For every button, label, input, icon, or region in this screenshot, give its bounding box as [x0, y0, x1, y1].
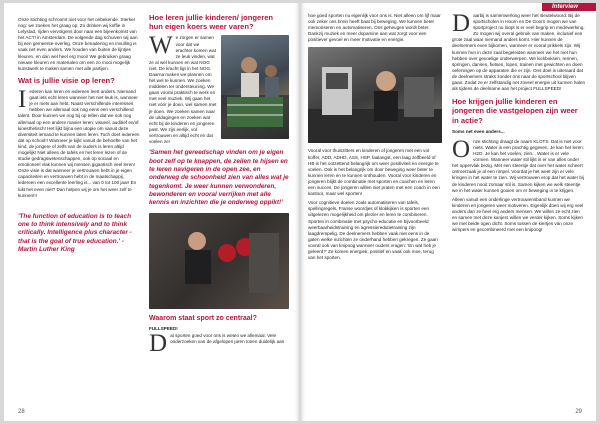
vertrouwen-paragraph: Alleen vanuit een onderlinge vertrouwensband kunnen we kinderen en jongeren weer motiveren. Eigenlijk doen wij erg veel anders dan ze heel erg anders mensen. We willen ze echt zien en samen met deze kanjers willen we verder kijken. Soms kijken we met beide ogen dicht. Soms tussen de kiertjes van onze wimpers en gecombineerd met een knipoog! — [452, 196, 584, 233]
klots-text: nze stichting draagt de naam KLOTS. Dat is niet voor niets. Water is een prachtig gegeven. Je kan het leren: H2O. Je kan het voelen, zien... Water is er vele vormen. Wanneer water stil lijkt is er van alles onder het oppervlak bezig. Met een steentje dat over het water scheert ontroerzaak je al een rimpel. Voordat je het weet zijn er vele kringen in het water te zien. Wij vertrouwen erop dat het water bij de kinderen nooit zomaar stil is. Samen kijken we welk steentje we in het water kunnen gooien om er beweging in te krijgen. — [452, 138, 585, 193]
intro-paragraph: Onze stichting schroomt niet voor het onbekende. Sterker nog: we zoeken het graag op. Zo drinken wij koffie in Lelystad, rijden vervolgens door naar een bijeenkomst van het ACT! in Amsterdam. De volgende dag schuiven wij aan bij een gemeente-overleg. Onze benadering en invulling is vaak net even anders. We houden van buiten de lijntjes kleuren, en dan wel heel erg mooi! We gebruiken graag nieuwe kleuren en materialen om een zo mooi mogelijk kunstwerk te maken samen met alle partijen. — [18, 17, 138, 71]
koers-text: e zorgen er samen voor dat we erachter komen wat ze leuk vinden, wat ze al wel kunnen en wat NOG niet. De kracht ligt in het NOG. Daarna maken we plannen om het wel te kunnen. We zoeken middelen ter ondersteuning. We gaan vooral praktisch te werk en met veel muziek. Wij gaan het niet vóór je doen, wel samen met je doen. We zoeken samen naar de uitdagingen en zoeken wat echt bij de kinderen en jongeren past. We zijn eerlijk, vol vertrouwen en altijd echt en dat voelen ze! — [149, 35, 217, 144]
left-column-2 — [149, 13, 289, 357]
samenwerking-text: aarbij is samenwerking weer het sleutelwoord. Bij de sportscholen in Hoorn en De Goorn mogen we van sportproject nu loopt is er veel begrip en medewerking. Zo mogen wij overal gebruik van maken, inclusief een grote zaal waar niemand anders komt. Hier kunnen de deelnemers even bijkomen, wanneer er vooral prikkels zijn. Wij kunnen hun in deze zaal begeleiden wanneer we het niet hun hebben over gevoelige onderwerpen. We kickboksen, rennen, springen, dansen, fietsen, lopen, trainen met gewichten en doen oefeningen op de apparaten die er zijn. Ons doel is uiteraard dat de deelnemers straks zonder ons naar de sportschool blijven gaan. Zodat ze er zelfstandig net zoveel energie uit kunnen halen als tijdens de deelname aan het project FULLSPEED! — [452, 13, 586, 92]
right-page — [300, 3, 596, 421]
right-column-1 — [308, 13, 442, 264]
koers-paragraph — [149, 32, 217, 145]
photo-kickboxing — [149, 213, 289, 309]
visie-heading: Wat is jullie visie op leren? — [18, 75, 115, 85]
visie-text: ederen kan leren en iedereen leert anders. Niemand gaat iets echt leren wanneer het niet leuk is, wanneer je er niets aan hebt. Naast verschillende interesses hebben we allemaal ook nog eens een verschillend talent. Door kunnen we nog bij op tellen dat we ook nog allemaal op een andere manier leren: visueel, auditief en/of kinesthetisch! Het lijkt bijna een utopie om vanuit deze diversiteit iemand te kunnen laten leren. Toch doet iedereen dat op school!! Wanneer je kijkt vanuit de behoefte van het kind, de jongere of zelfs van de ouders is leren altijd mogelijk! Niet alleen de tafels en het leren lezen of de studie gedragswetenschappen, ook op sociaal en emotioneel vlak kunnen wij mensen gigantisch veel leren! Onze visie is dat wanneer je vertrouwen hebt in je eigen capaciteiten en vertrouwen hebt in de maatschappij, iedereen een excellente leerling is... van 0 tot 100 jaar! En lukt het even niet? Dan helpen wij je om het weer zelf te kunnen!!! — [18, 89, 140, 198]
photo-table-soccer — [221, 35, 289, 139]
drop-cap-o: O — [452, 135, 471, 163]
koers-block — [149, 32, 289, 144]
right-column-2 — [452, 10, 586, 236]
drop-cap-d: D — [149, 329, 168, 357]
drop-cap-d2: D — [452, 10, 471, 37]
photo-gym — [308, 47, 442, 143]
thuiszitters-paragraph: Vooral voor thuiszitters en kinderen of jongeren met een vol koffer, ADD, ADHD, ASS, HSP, faalangst, een laag zelfbeeld of HB is het ontzettend belangrijk om weer positiviteit en energie te voelen. Ook is het belangrijk om door beweging weer beter te kunnen leren en te kunnen onthouden. Vooral voor kinderen en jongeren blijkt de combinatie met sporten en coachen en leren een succes. De jongeren willen niet praten met een coach in een kantoor, maar wel sporten! — [308, 148, 440, 197]
koers-heading: Hoe leren jullie kinderen/ jongeren hun eigen koers weer varen? — [149, 13, 274, 32]
mlk-quote: 'The function of education is to teach one to think intensively and to think critically. Intelligence plus character - that is the goal of true education.' - Martin Luther King — [18, 212, 132, 253]
samenwerking-paragraph — [452, 10, 586, 92]
sport-paragraph — [149, 329, 289, 357]
fullspeed-label: FULLSPEED! — [149, 325, 178, 331]
actie-heading: Hoe krijgen jullie kinderen en jongeren die vastgelopen zijn weer in actie? — [452, 97, 578, 125]
left-page — [4, 3, 300, 421]
left-column-1 — [18, 17, 140, 254]
sport-continued-paragraph: hoe goed sporten nu eigenlijk voor ons is. Niet alleen om lijf maar ook zeker ons brein heeft baat bij beweging. We kunnen beter memoriseren en automatiseren. Ons geheugen wordt beter. Dankzij muziek en meer dopamine aan wat zorgt voor een positiever gevoel en meer motivatie en energie. — [308, 13, 441, 43]
page-number-right: 29 — [575, 409, 582, 415]
drop-cap: I — [18, 86, 27, 114]
klots-paragraph — [452, 135, 586, 194]
cognitieve-paragraph: Voor cognitieve doelen zoals automatiseren van tafels, spellingregels, Franse woordjes of klokkijken is sporten een uitgelezen mogelijkheid om plezier en leren te combineren. Sporten in combinatie met psycho-educatie en bijvoorbeeld weerbaarheidstraining en agressieredutietraining zijn laagdrempelig. De deelnemers hebben vaak niet eens in de gaten welke inzichten ze onderhand hebben gekregen. Ze gaan vooral ook van knipoog wanneer ouders vragen: 'En wat heb je geleerd?' Ze komen energiek, positief en vaak ook moe, terug van het sporten. — [308, 200, 438, 261]
sport-heading: Waarom staat sport zo centraal? — [149, 315, 257, 323]
samen-quote: 'Samen het gereedschap vinden om je eigen boot zelf op te knappen, de zeilen te hijsen en te leren navigeren in de open zee, en onderweg de schoonheid zien van alles wat je tegenkomt. Je weer kunnen verwonderen, bewonderen en vooral verrijken met alle kennis en inzichten die je onderweg oppikt!' — [149, 149, 289, 207]
interview-tag: Interview — [542, 3, 596, 11]
photo-illustration — [221, 35, 289, 139]
actie-subheading: Soms net even anders... — [452, 128, 505, 134]
gym-illustration — [308, 47, 442, 143]
page-number-left: 28 — [18, 409, 25, 415]
sport-text: at sporten goed voor ons is weten we allemaal. Vele onderzoeken van de afgelopen jaren tonen duidelijk aan — [170, 332, 285, 345]
visie-paragraph — [18, 86, 140, 199]
drop-cap-w: W — [149, 32, 173, 60]
magazine-spread — [4, 3, 596, 421]
kickbox-illustration — [149, 213, 289, 309]
